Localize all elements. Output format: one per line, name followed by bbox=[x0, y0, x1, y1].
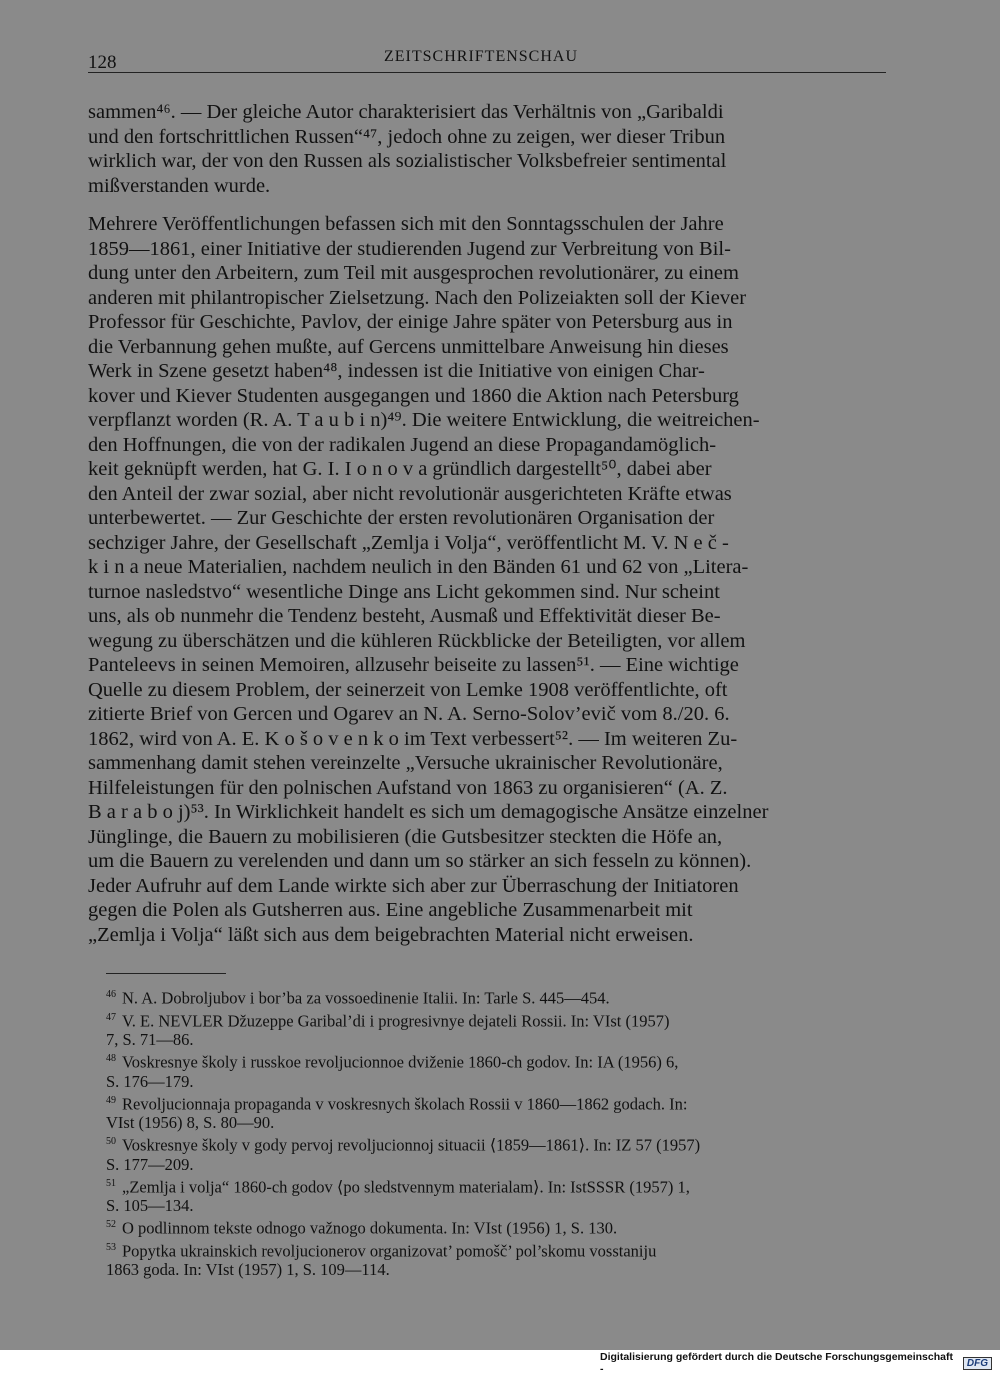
footnotes bbox=[106, 985, 906, 1279]
footnote-line bbox=[106, 1215, 906, 1238]
running-title: ZEITSCHRIFTENSCHAU bbox=[384, 48, 579, 65]
text-line: zitierte Brief von Gercen und Ogarev an N. A. Serno-Solov’evič vom 8./20. 6. bbox=[88, 703, 730, 725]
text-line: kover und Kiever Studenten ausgegangen und 1860 die Aktion nach Petersburg bbox=[88, 384, 739, 407]
footnote-number: 47 bbox=[106, 1011, 116, 1023]
footnote-text: O podlinnom tekste odnogo važnogo dokumenta. In: VIst (1956) 1, S. 130. bbox=[122, 1218, 618, 1238]
footnote-text: „Zemlja i volja“ 1860-ch godov ⟨po sledstvennym materialam⟩. In: IstSSSR (1957) 1, bbox=[122, 1177, 690, 1196]
footnote-number: 51 bbox=[106, 1177, 116, 1189]
footnote-line bbox=[106, 985, 906, 1008]
body-text bbox=[88, 100, 888, 961]
footnote-text: S. 177—209. bbox=[106, 1154, 194, 1174]
text-line: die Verbannung gehen mußte, auf Gercens unmittelbare Anweisung hin dieses bbox=[88, 335, 729, 358]
text-line: Quelle zu diesem Problem, der seinerzeit von Lemke 1908 veröffentlichte, oft bbox=[88, 678, 728, 701]
footnote-number: 48 bbox=[106, 1053, 116, 1064]
footnote-line bbox=[106, 1049, 906, 1072]
text-line: k i n a neue Materialien, nachdem neulich in den Bänden 61 und 62 von „Litera- bbox=[88, 556, 749, 578]
footnote-line bbox=[106, 1030, 906, 1049]
text-line: uns, als ob nunmehr die Tendenz besteht, Ausmaß und Effektivität dieser Be- bbox=[88, 605, 721, 627]
footnote-line bbox=[106, 1091, 906, 1114]
text-line: sechziger Jahre, der Gesellschaft „Zemlja i Volja“, veröffentlicht M. V. N e č - bbox=[88, 531, 729, 554]
text-line: Professor für Geschichte, Pavlov, der einige Jahre später von Petersburg aus in bbox=[88, 311, 733, 333]
footnote-line bbox=[106, 1155, 906, 1174]
footnote-text: V. E. NEVLER Džuzeppe Garibal’di i progresivnye dejateli Rossii. In: VIst (1957) bbox=[122, 1011, 670, 1030]
text-line: um die Bauern zu verelenden und dann um so stärker an sich fesseln zu können). bbox=[88, 850, 752, 872]
footnote-text: S. 105—134. bbox=[106, 1196, 194, 1215]
text-line: keit geknüpft werden, hat G. I. I o n o v a gründlich dargestellt⁵⁰, dabei aber bbox=[88, 458, 712, 480]
text-line: Werk in Szene gesetzt haben⁴⁸, indessen ist die Initiative von einigen Char- bbox=[88, 360, 705, 382]
footnote-number: 52 bbox=[106, 1219, 116, 1230]
text-line: B a r a b o j)⁵³. In Wirklichkeit handelt es sich um demagogische Ansätze einzelner bbox=[88, 801, 769, 823]
footnote-line bbox=[106, 1238, 906, 1261]
text-line: anderen mit philantropischer Zielsetzung. Nach den Polizeiakten soll der Kiever bbox=[88, 286, 747, 309]
text-line: wirklich war, der von den Russen als sozialistischer Volksbefreier sentimental bbox=[88, 150, 727, 172]
footnote-line bbox=[106, 1196, 906, 1215]
footnote-line bbox=[106, 1113, 906, 1132]
footnote-line bbox=[106, 1132, 906, 1155]
text-line: Jeder Aufruhr auf dem Lande wirkte sich aber zur Überraschung der Initiatoren bbox=[88, 874, 739, 897]
paragraph-2 bbox=[88, 212, 888, 947]
text-line: unterbewertet. — Zur Geschichte der ersten revolutionären Organisation der bbox=[88, 507, 715, 529]
text-line: Panteleevs in seinen Memoiren, allzusehr beiseite zu lassen⁵¹. — Eine wichtige bbox=[88, 654, 739, 676]
text-line: wegung zu überschätzen und die kühleren Rückblicke der Beteiligten, vor allem bbox=[88, 629, 746, 652]
page-number: 128 bbox=[88, 52, 117, 73]
footnote-text: Voskresnye školy i russkoe revoljucionnoe dviženie 1860-ch godov. In: IA (1956) 6, bbox=[122, 1052, 679, 1072]
dfg-logo: DFG bbox=[963, 1357, 992, 1370]
text-line: den Anteil der zwar sozial, aber nicht revolutionär ausgerichteten Kräfte etwas bbox=[88, 482, 732, 505]
footnote-text: Revoljucionnaja propaganda v voskresnych školach Rossii v 1860—1862 godach. In: bbox=[122, 1094, 688, 1113]
footnote-line bbox=[106, 1174, 906, 1197]
text-line: turnoe nasledstvo“ wesentliche Dinge ans Licht gekommen sind. Nur scheint bbox=[88, 580, 720, 603]
text-line: dung unter den Arbeitern, zum Teil mit ausgesprochen revolutionärer, zu einem bbox=[88, 262, 739, 284]
footnote-text: S. 176—179. bbox=[106, 1071, 194, 1091]
footnote-text: VIst (1956) 8, S. 80—90. bbox=[106, 1113, 275, 1132]
text-line: 1859—1861, einer Initiative der studierenden Jugend zur Verbreitung von Bil- bbox=[88, 237, 731, 260]
footnote-text: 7, S. 71—86. bbox=[106, 1030, 194, 1049]
text-line: „Zemlja i Volja“ läßt sich aus dem beigebrachten Material nicht erweisen. bbox=[88, 923, 694, 946]
footnote-text: Voskresnye školy v gody pervoj revoljucionnoj situacii ⟨1859—1861⟩. In: IZ 57 (1957) bbox=[122, 1135, 701, 1155]
text-line: sammenhang damit stehen vereinzelte „Versuche ukrainischer Revolutionäre, bbox=[88, 752, 723, 774]
digitization-footer bbox=[600, 1351, 992, 1375]
footnote-line bbox=[106, 1072, 906, 1091]
page-header bbox=[88, 46, 886, 73]
text-line: mißverstanden wurde. bbox=[88, 174, 271, 197]
footnote-text: Popytka ukrainskich revoljucionerov organizovat’ pomošč’ pol’skomu vosstaniju bbox=[122, 1241, 657, 1260]
footnote-number: 50 bbox=[106, 1136, 116, 1147]
text-line: Jünglinge, die Bauern zu mobilisieren (die Gutsbesitzer steckten die Höfe an, bbox=[88, 825, 723, 848]
footnote-separator bbox=[106, 973, 226, 974]
footnote-number: 46 bbox=[106, 989, 116, 1000]
text-line: 1862, wird von A. E. K o š o v e n k o im Text verbessert⁵². — Im weiteren Zu- bbox=[88, 727, 738, 750]
text-line: Hilfeleistungen für den polnischen Aufstand von 1863 zu organisieren“ (A. Z. bbox=[88, 776, 728, 799]
text-line: verpflanzt worden (R. A. T a u b i n)⁴⁹. Die weitere Entwicklung, die weitreichen- bbox=[88, 409, 760, 431]
footnote-number: 53 bbox=[106, 1241, 116, 1253]
footnote-line bbox=[106, 1008, 906, 1031]
footnote-text: N. A. Dobroljubov i bor’ba za vossoedinenie Italii. In: Tarle S. 445—454. bbox=[122, 988, 610, 1008]
text-line: den Hoffnungen, die von der radikalen Jugend an diese Propagandamöglich- bbox=[88, 433, 717, 456]
footnote-number: 49 bbox=[106, 1094, 116, 1106]
text-line: und den fortschrittlichen Russen“⁴⁷, jedoch ohne zu zeigen, wer dieser Tribun bbox=[88, 125, 726, 148]
text-line: gegen die Polen als Gutsherren aus. Eine angebliche Zusammenarbeit mit bbox=[88, 899, 693, 921]
paragraph-1 bbox=[88, 100, 888, 198]
text-line: sammen⁴⁶. — Der gleiche Autor charakterisiert das Verhältnis von „Garibaldi bbox=[88, 101, 724, 123]
footer-credit: Digitalisierung gefördert durch die Deutsche Forschungsgemeinschaft - bbox=[600, 1351, 953, 1375]
text-line: Mehrere Veröffentlichungen befassen sich mit den Sonntagsschulen der Jahre bbox=[88, 213, 724, 235]
footnote-text: 1863 goda. In: VIst (1957) 1, S. 109—114. bbox=[106, 1260, 390, 1279]
footnote-line bbox=[106, 1260, 906, 1279]
